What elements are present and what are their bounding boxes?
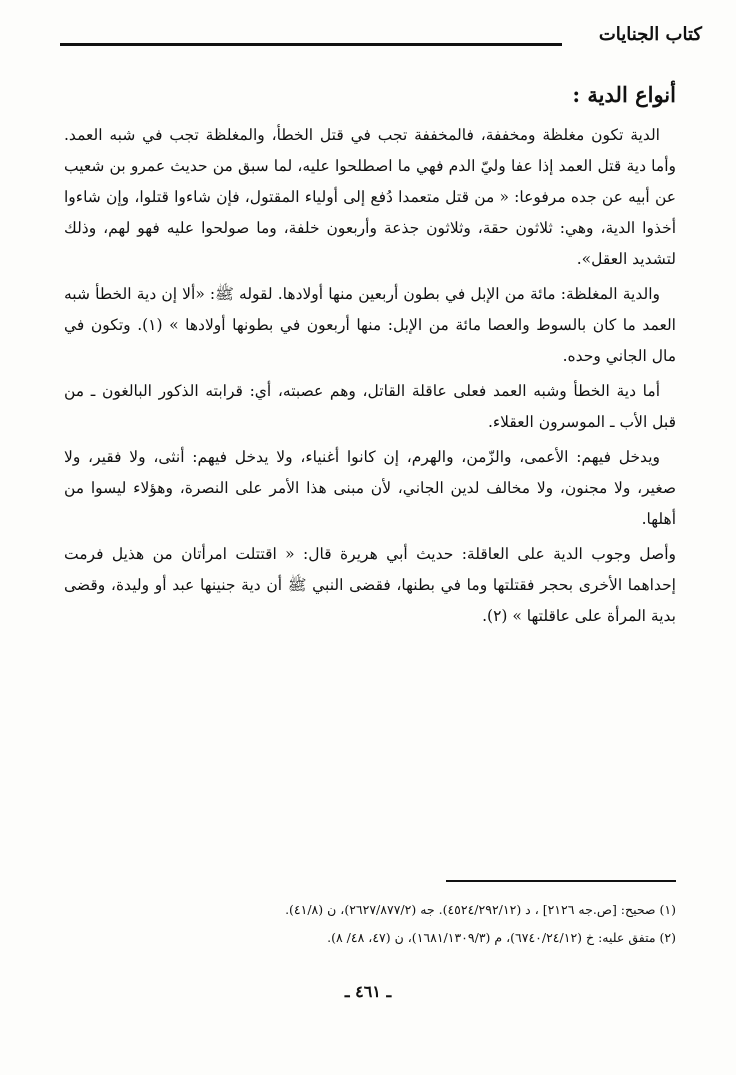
header-rule [60,43,562,46]
paragraph: ويدخل فيهم: الأعمى، والزّمن، والهرم، إن كانوا أغنياء، ولا يدخل فيهم: أنثى، ولا فقير، ولا صغير، ولا مجنون، ولا مخالف لدين الجاني، لأن مبنى هذا الأمر على النصرة، وهؤلاء ليسوا من أهلها. [64,448,676,528]
page-header [60,22,702,52]
footnote: (٢) متفق عليه: خ (٦٧٤٠/٢٤/١٢)، م (١٦٨١/١٣٠٩/٣)، ن (٤٧، ٤٨/ ٨). [327,930,676,945]
paragraph: وأصل وجوب الدية على العاقلة: حديث أبي هريرة قال: « اقتتلت امرأتان من هذيل فرمت إحداهما الأخرى بحجر فقتلتها وما في بطنها، فقضى النبي ﷺ أن دية جنينها عبد أو وليدة، وقضى بدية المرأة على عاقلتها » (٢). [64,545,676,625]
footnote-rule [446,880,676,882]
section-heading: أنواع الدية : [572,82,676,107]
page-number: ـ ٤٦١ ـ [344,982,392,1001]
running-head: كتاب الجنايات [598,24,702,45]
footnotes [64,896,676,952]
paragraph: الدية تكون مغلظة ومخففة، فالمخففة تجب في قتل الخطأ، والمغلظة تجب في شبه العمد. وأما دية قتل العمد إذا عفا وليّ الدم فهي ما اصطلحوا عليه، لما سبق من حديث عمرو بن شعيب عن أبيه عن جده مرفوعا: « من قتل متعمدا دُفع إلى أولياء المقتول، فإن شاءوا قتلوا، وإن شاءوا أخذوا الدية، وهي: ثلاثون حقة، وثلاثون جذعة وأربعون خلفة، وما صولحوا عليه فهو لهم، وذلك لتشديد العقل». [64,126,676,268]
paragraph: أما دية الخطأ وشبه العمد فعلى عاقلة القاتل، وهم عصبته، أي: قرابته الذكور البالغون ـ من قبل الأب ـ الموسرون العقلاء. [64,382,676,431]
main-text [64,78,676,636]
footnote: (١) صحيح: [ص.جه ٢١٢٦] ، د (٤٥٢٤/٢٩٢/١٢). جه (٢٦٢٧/٨٧٧/٢)، ن (٤١/٨). [285,902,676,917]
paragraph: والدية المغلظة: مائة من الإبل في بطون أربعين منها أولادها. لقوله ﷺ: «ألا إن دية الخطأ شبه العمد ما كان بالسوط والعصا مائة من الإبل: منها أربعون في بطونها أولادها » (١). وتكون في مال الجاني وحده. [64,285,676,365]
